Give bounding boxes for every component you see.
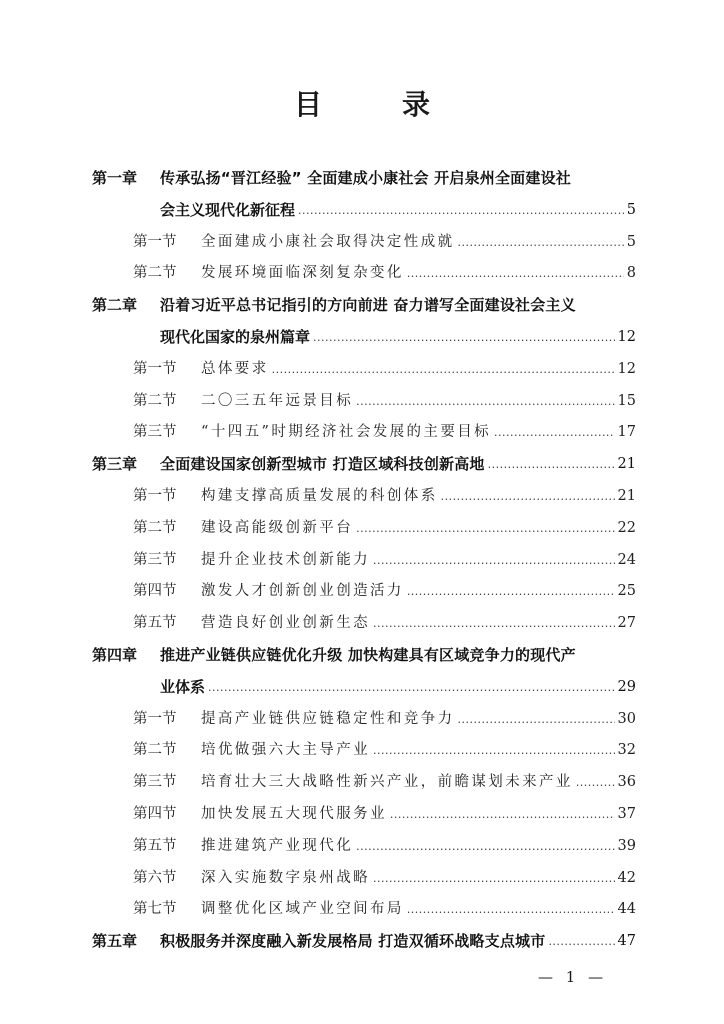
- chapter-title-continuation: 业体系: [160, 677, 206, 696]
- dot-leader: [373, 555, 615, 567]
- section-label: 第五节: [133, 837, 177, 854]
- chapter-title-continuation: 现代化国家的泉州篇章: [160, 328, 311, 346]
- page-number: 29: [617, 678, 636, 695]
- section-title: 推进建筑产业现代化: [201, 837, 354, 854]
- toc-section-row[interactable]: [133, 387, 636, 411]
- toc-chapter-continuation-row[interactable]: [160, 323, 636, 347]
- section-label: 第三节: [133, 424, 177, 441]
- toc-section-row[interactable]: [133, 514, 636, 538]
- page-number: 12: [617, 329, 636, 345]
- page-number: 36: [617, 774, 636, 791]
- toc-chapter-row[interactable]: [92, 641, 636, 665]
- toc-section-row[interactable]: [133, 546, 636, 570]
- section-title: 建设高能级创新平台: [201, 519, 354, 536]
- section-title: 激发人才创新创业创造活力: [201, 583, 404, 600]
- page-number: 42: [617, 869, 636, 886]
- toc-section-row[interactable]: [133, 259, 636, 283]
- toc-section-row[interactable]: [133, 864, 636, 888]
- page-number: 5: [626, 233, 636, 250]
- section-title: 深入实施数字泉州战略: [201, 869, 370, 886]
- chapter-label: 第二章: [92, 296, 138, 315]
- chapter-label: 第五章: [92, 932, 138, 951]
- dot-leader: [407, 586, 615, 598]
- toc-chapter-row[interactable]: [92, 164, 636, 188]
- toc-section-row[interactable]: [133, 768, 636, 792]
- toc-section-row[interactable]: [133, 355, 636, 379]
- section-title: 全面建成小康社会取得决定性成就: [201, 233, 455, 250]
- toc-section-row[interactable]: [133, 895, 636, 919]
- chapter-title: 全面建设国家创新型城市 打造区域科技创新高地: [160, 455, 485, 474]
- page-number: 47: [617, 933, 636, 950]
- section-label: 第四节: [133, 583, 177, 600]
- page-number: 8: [626, 265, 636, 282]
- dot-leader: [548, 936, 614, 948]
- dot-leader: [272, 364, 615, 376]
- dot-leader: [373, 745, 615, 757]
- chapter-label: 第四章: [92, 646, 138, 664]
- page-number: 21: [617, 456, 636, 473]
- chapter-title: 推进产业链供应链优化升级 加快构建具有区域竞争力的现代产: [160, 646, 576, 664]
- dot-leader: [313, 332, 615, 344]
- section-label: 第一节: [133, 488, 177, 504]
- section-label: 第四节: [133, 806, 177, 822]
- page-number: 5: [626, 201, 636, 218]
- section-title: 培优做强六大主导产业: [201, 742, 370, 759]
- section-title: 总体要求: [201, 360, 269, 377]
- dot-leader: [494, 427, 615, 439]
- toc-chapter-row[interactable]: [92, 450, 636, 474]
- section-title: 提升企业技术创新能力: [201, 551, 370, 568]
- page-number: 22: [617, 519, 636, 536]
- section-label: 第二节: [133, 742, 177, 759]
- toc-section-row[interactable]: [133, 736, 636, 760]
- page-number: 24: [617, 551, 636, 568]
- section-title: 营造良好创业创新生态: [201, 615, 370, 632]
- dot-leader: [390, 809, 615, 821]
- chapter-label: 第一章: [92, 169, 138, 187]
- page-number: 12: [617, 360, 636, 377]
- dot-leader: [373, 618, 615, 630]
- toc-section-row[interactable]: [133, 418, 636, 442]
- page-number: 17: [617, 424, 636, 441]
- section-title: 调整优化区域产业空间布局: [201, 901, 404, 918]
- dot-leader: [298, 205, 624, 217]
- page-number: 32: [617, 742, 636, 759]
- toc-section-row[interactable]: [133, 705, 636, 729]
- section-title: 加快发展五大现代服务业: [201, 806, 387, 822]
- section-label: 第二节: [133, 265, 177, 282]
- toc-section-row[interactable]: [133, 800, 636, 824]
- dot-leader: [356, 523, 614, 535]
- chapter-label: 第三章: [92, 455, 138, 474]
- section-title: 提高产业链供应链稳定性和竞争力: [201, 710, 455, 727]
- page-number: 27: [617, 615, 636, 632]
- toc-section-row[interactable]: [133, 577, 636, 601]
- dot-leader: [356, 396, 614, 408]
- toc-section-row[interactable]: [133, 832, 636, 856]
- toc-chapter-continuation-row[interactable]: [160, 673, 636, 697]
- section-label: 第三节: [133, 774, 177, 791]
- dot-leader: [488, 459, 615, 471]
- dot-leader: [458, 714, 615, 726]
- page-title: 目 录: [293, 88, 456, 121]
- dot-leader: [458, 237, 624, 249]
- toc-section-row[interactable]: [133, 228, 636, 252]
- page-number: 39: [617, 837, 636, 854]
- section-label: 第六节: [133, 869, 177, 886]
- toc-section-row[interactable]: [133, 482, 636, 506]
- section-label: 第五节: [133, 615, 177, 632]
- section-label: 第二节: [133, 392, 177, 409]
- section-label: 第二节: [133, 519, 177, 536]
- section-label: 第三节: [133, 551, 177, 568]
- toc-chapter-row[interactable]: [92, 291, 636, 315]
- page-number: 21: [617, 488, 636, 504]
- section-label: 第一节: [133, 233, 177, 250]
- section-label: 第一节: [133, 710, 177, 727]
- dot-leader: [441, 491, 615, 503]
- toc-chapter-continuation-row[interactable]: [160, 196, 636, 220]
- section-title: 培育壮大三大战略性新兴产业，前瞻谋划未来产业: [201, 774, 573, 791]
- page-number: 25: [617, 583, 636, 600]
- section-label: 第七节: [133, 901, 177, 918]
- toc-section-row[interactable]: [133, 609, 636, 633]
- dot-leader: [373, 873, 615, 885]
- dot-leader: [356, 841, 614, 853]
- page-number: 44: [617, 901, 636, 918]
- section-title: 发展环境面临深刻复杂变化: [201, 265, 404, 282]
- chapter-title: 积极服务并深度融入新发展格局 打造双循环战略支点城市: [160, 932, 546, 951]
- chapter-title-continuation: 会主义现代化新征程: [160, 200, 296, 219]
- page-number: 37: [617, 806, 636, 822]
- section-title: “十四五”时期经济社会发展的主要目标: [201, 424, 492, 441]
- page-number: 15: [617, 392, 636, 409]
- dot-leader: [407, 904, 615, 916]
- section-title: 构建支撑高质量发展的科创体系: [201, 488, 438, 504]
- page-number: 30: [617, 710, 636, 727]
- page-number-footer: — 1 —: [538, 968, 608, 986]
- dot-leader: [407, 268, 624, 280]
- dot-leader: [576, 777, 615, 789]
- section-label: 第一节: [133, 360, 177, 377]
- chapter-title: 传承弘扬“晋江经验” 全面建成小康社会 开启泉州全面建设社: [160, 169, 571, 187]
- dot-leader: [208, 682, 615, 694]
- section-title: 二〇三五年远景目标: [201, 392, 354, 409]
- chapter-title: 沿着习近平总书记指引的方向前进 奋力谱写全面建设社会主义: [160, 296, 576, 315]
- toc-chapter-row[interactable]: [92, 927, 636, 951]
